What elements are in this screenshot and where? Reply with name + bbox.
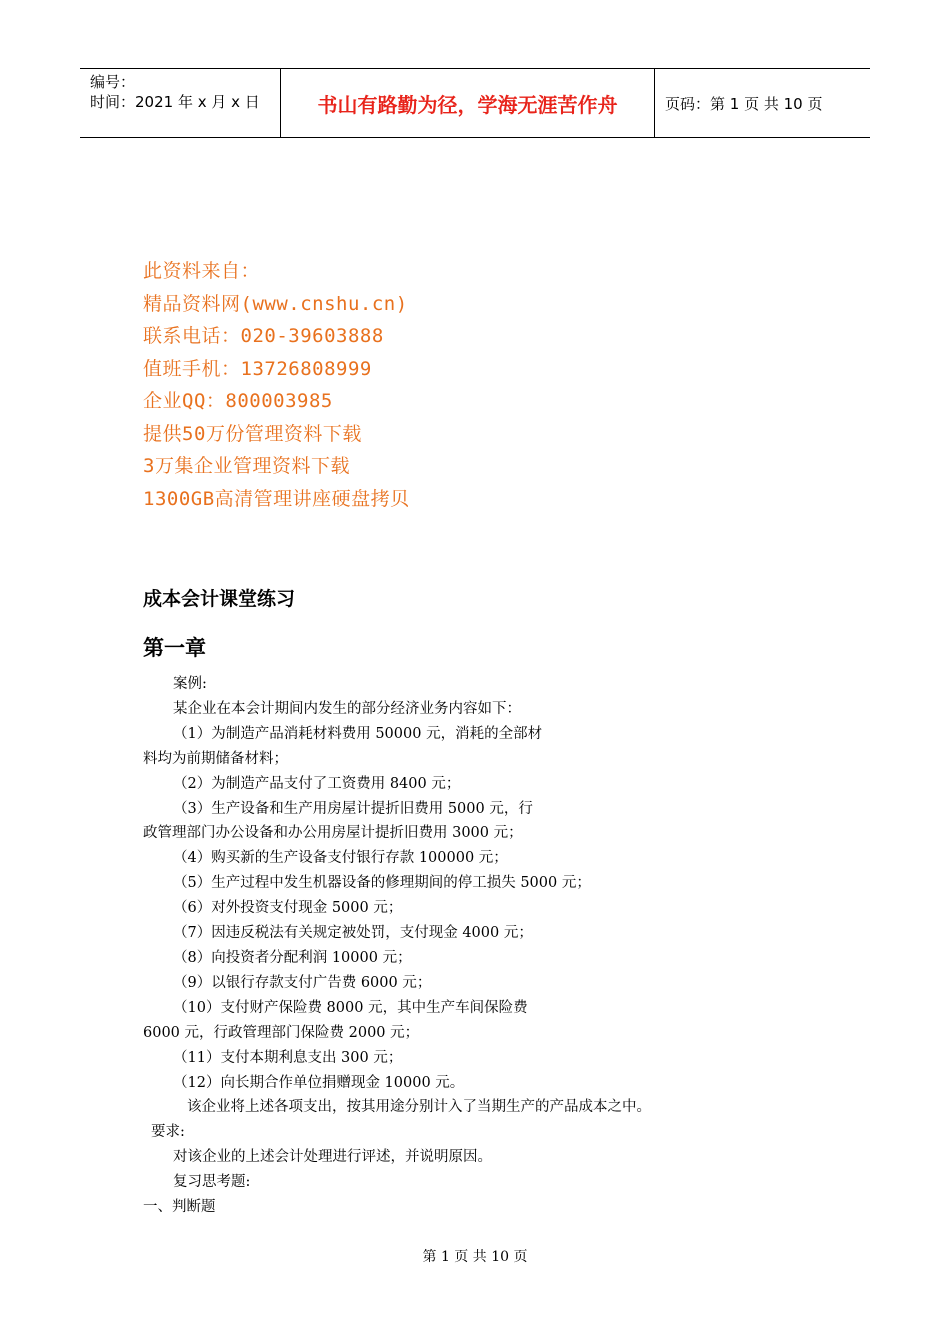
promo-line: 1300GB高清管理讲座硬盘拷贝	[143, 487, 410, 510]
promo-line: 值班手机：13726808999	[143, 357, 372, 380]
body-line: 一、判断题	[143, 1199, 216, 1216]
body-line: （4）购买新的生产设备支付银行存款 100000 元；	[173, 850, 508, 867]
body-line: （2）为制造产品支付了工资费用 8400 元；	[173, 775, 461, 792]
body-line: （1）为制造产品消耗材料费用 50000 元，消耗的全部材	[173, 725, 543, 742]
doc-title: 成本会计课堂练习	[143, 588, 296, 610]
body-line: （9）以银行存款支付广告费 6000 元；	[173, 974, 432, 991]
promo-line: 精品资料网(www.cnshu.cn)	[143, 292, 408, 315]
body-line: 复习思考题:	[173, 1174, 251, 1191]
number-label: 编号：	[90, 73, 136, 91]
body-line: （7）因违反税法有关规定被处罚，支付现金 4000 元；	[173, 925, 533, 942]
body-text	[143, 672, 743, 1220]
promo-line: 此资料来自：	[143, 260, 261, 282]
body-line: 案例:	[173, 676, 207, 692]
promo-line: 联系电话：020-39603888	[143, 325, 384, 347]
page-footer: 第 1 页 共 10 页	[422, 1249, 528, 1265]
body-line: （6）对外投资支付现金 5000 元；	[173, 900, 403, 917]
promo-line: 3万集企业管理资料下载	[143, 455, 350, 477]
header-left-cell	[80, 69, 281, 137]
promo-block	[143, 255, 410, 515]
body-line: 政管理部门办公设备和办公用房屋计提折旧费用 3000 元；	[143, 825, 523, 842]
body-line: 6000 元，行政管理部门保险费 2000 元；	[143, 1024, 420, 1041]
body-line: （8）向投资者分配利润 10000 元；	[173, 949, 412, 966]
body-line: （11）支付本期利息支出 300 元；	[173, 1049, 403, 1066]
body-line: 某企业在本会计期间内发生的部分经济业务内容如下：	[173, 700, 521, 717]
body-line: （3）生产设备和生产用房屋计提折旧费用 5000 元，行	[173, 800, 533, 817]
page-header	[80, 68, 870, 138]
motto: 书山有路勤为径，学海无涯苦作舟	[281, 69, 655, 137]
body-line: （10）支付财产保险费 8000 元，其中生产车间保险费	[173, 999, 528, 1016]
page-label: 页码：第 1 页 共 10 页	[665, 94, 823, 113]
body-line: 该企业将上述各项支出，按其用途分别计入了当期生产的产品成本之中。	[187, 1099, 651, 1116]
chapter-heading: 第一章	[143, 636, 206, 660]
promo-line: 提供50万份管理资料下载	[143, 422, 362, 445]
body-line: 对该企业的上述会计处理进行评述，并说明原因。	[173, 1149, 492, 1166]
body-line: 要求:	[151, 1124, 185, 1141]
body-line: （5）生产过程中发生机器设备的修理期间的停工损失 5000 元；	[173, 875, 591, 892]
time-label: 时间：2021 年 x 月 x 日	[90, 93, 260, 111]
promo-line: 企业QQ：800003985	[143, 390, 333, 412]
body-line: （12）向长期合作单位捐赠现金 10000 元。	[173, 1074, 465, 1091]
body-line: 料均为前期储备材料；	[143, 750, 288, 767]
